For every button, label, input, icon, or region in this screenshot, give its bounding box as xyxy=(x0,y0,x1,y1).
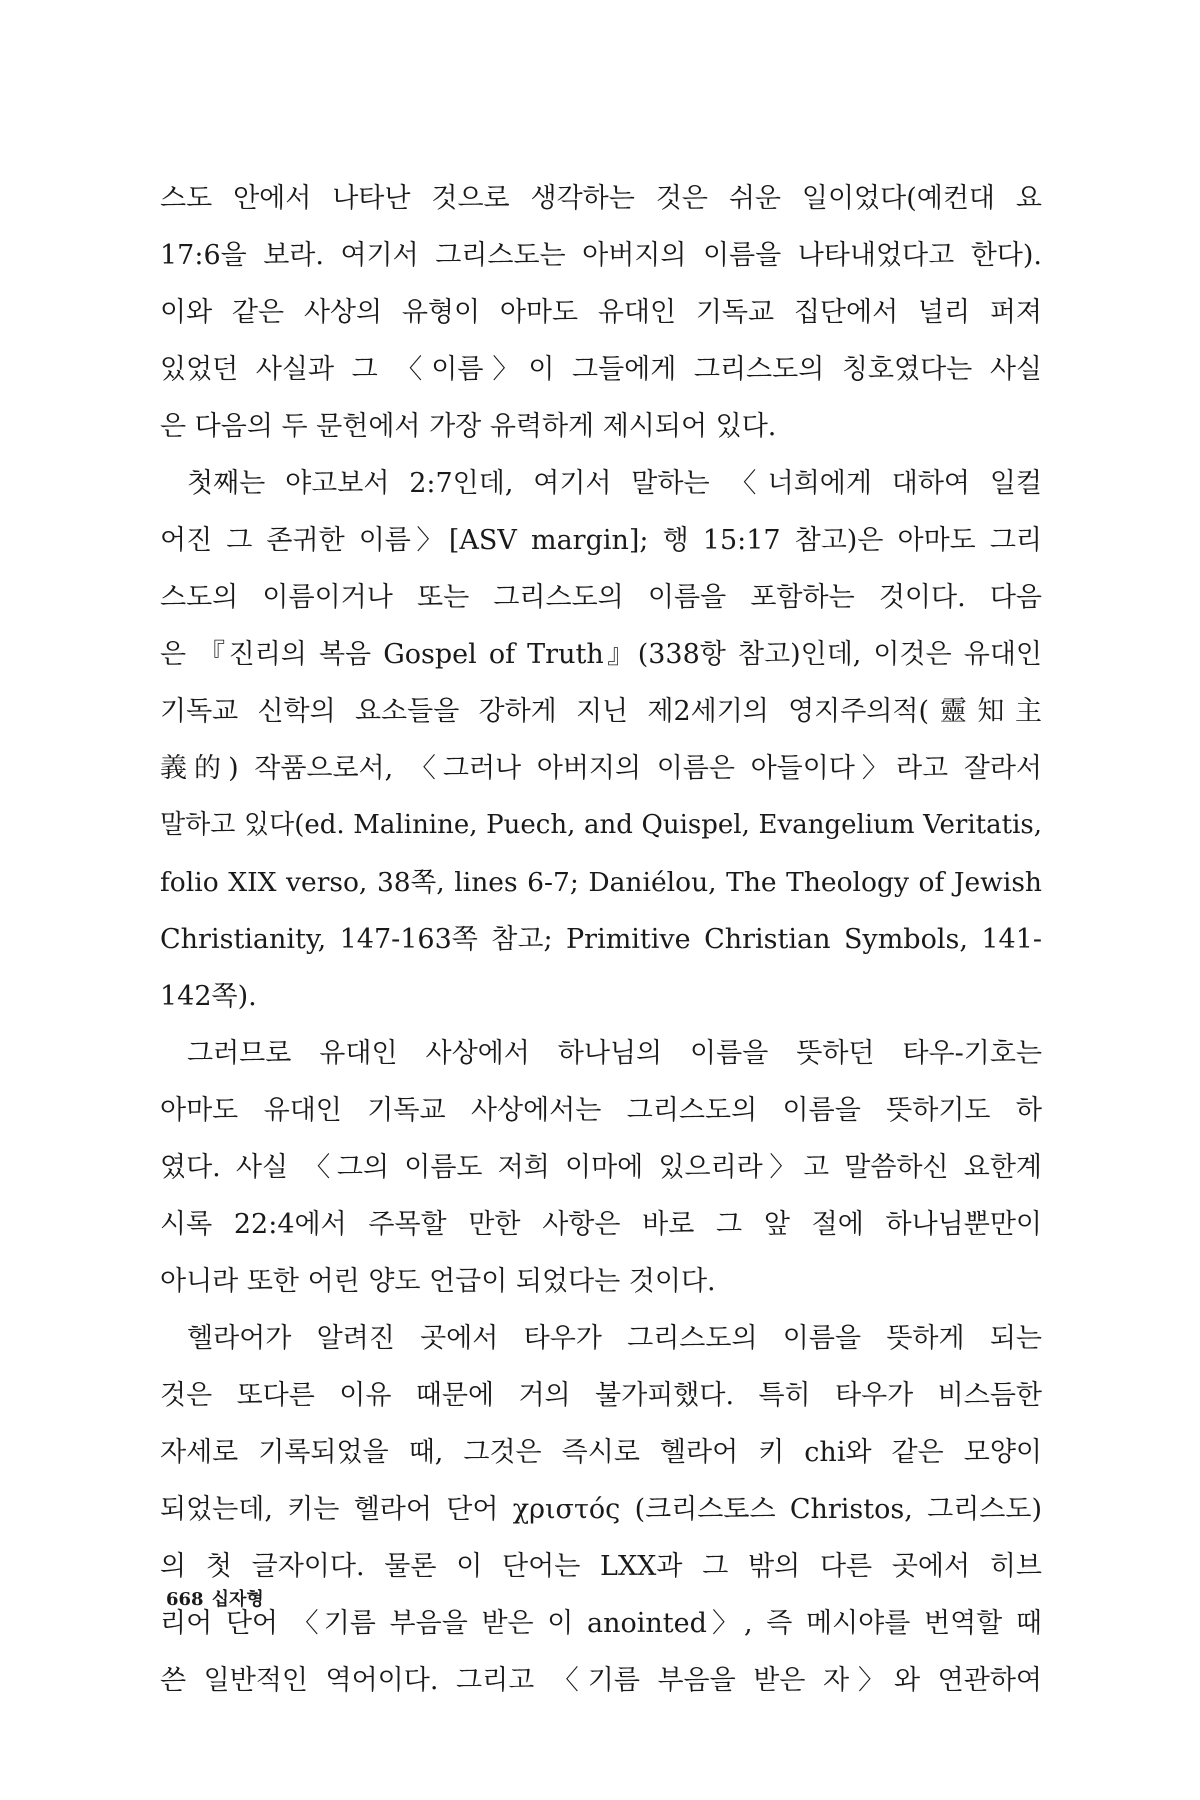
text-line: 시록 22:4에서 주목할 만한 사항은 바로 그 앞 절에 하나님뿐만이 xyxy=(160,1209,1042,1240)
text-line: 리어 단어 〈기름 부음을 받은 이 anointed〉, 즉 메시야를 번역할 때 xyxy=(160,1608,1042,1639)
text-line: 아마도 유대인 기독교 사상에서는 그리스도의 이름을 뜻하기도 하 xyxy=(160,1095,1042,1126)
text-line: 헬라어가 알려진 곳에서 타우가 그리스도의 이름을 뜻하게 되는 xyxy=(187,1323,1042,1354)
text-line: 였다. 사실 〈그의 이름도 저희 이마에 있으리라〉고 말씀하신 요한계 xyxy=(160,1152,1042,1183)
text-line: 기독교 신학의 요소들을 강하게 지닌 제2세기의 영지주의적(靈知主 xyxy=(160,696,1042,727)
text-line: 어진 그 존귀한 이름〉[ASV margin]; 행 15:17 참고)은 아마도 그리 xyxy=(160,525,1042,556)
text-line: 아니라 또한 어린 양도 언급이 되었다는 것이다. xyxy=(160,1266,716,1297)
body-text xyxy=(160,170,1042,1709)
text-line: 17:6을 보라. 여기서 그리스도는 아버지의 이름을 나타내었다고 한다). xyxy=(160,240,1042,271)
text-line: 자세로 기록되었을 때, 그것은 즉시로 헬라어 키 chi와 같은 모양이 xyxy=(160,1437,1042,1468)
text-line: 말하고 있다(ed. Malinine, Puech, and Quispel, Evangelium Veritatis, xyxy=(160,810,1042,840)
text-line: 이와 같은 사상의 유형이 아마도 유대인 기독교 집단에서 널리 퍼져 xyxy=(160,297,1042,328)
text-line: 스도 안에서 나타난 것으로 생각하는 것은 쉬운 일이었다(예컨대 요 xyxy=(160,183,1042,214)
page-number: 668 xyxy=(166,1589,204,1610)
text-line: 되었는데, 키는 헬라어 단어 χριστός (크리스토스 Christos, 그리스도) xyxy=(160,1494,1042,1525)
text-line: 것은 또다른 이유 때문에 거의 불가피했다. 특히 타우가 비스듬한 xyxy=(160,1380,1042,1411)
text-line: 은 다음의 두 문헌에서 가장 유력하게 제시되어 있다. xyxy=(160,411,777,442)
text-line: 있었던 사실과 그 〈이름〉이 그들에게 그리스도의 칭호였다는 사실 xyxy=(160,354,1042,385)
text-line: Christianity, 147-163쪽 참고; Primitive Christian Symbols, 141- xyxy=(160,924,1042,955)
text-line: 쓴 일반적인 역어이다. 그리고 〈기름 부음을 받은 자〉와 연관하여 xyxy=(160,1665,1042,1696)
text-line: 은 『진리의 복음 Gospel of Truth』(338항 참고)인데, 이것은 유대인 xyxy=(160,639,1042,670)
text-line: 스도의 이름이거나 또는 그리스도의 이름을 포함하는 것이다. 다음 xyxy=(160,582,1042,613)
text-line: 의 첫 글자이다. 물론 이 단어는 LXX과 그 밖의 다른 곳에서 히브 xyxy=(160,1551,1042,1582)
page-footer xyxy=(166,1585,272,1611)
text-line: 첫째는 야고보서 2:7인데, 여기서 말하는 〈너희에게 대하여 일컬 xyxy=(187,468,1042,499)
text-line: folio XIX verso, 38쪽, lines 6-7; Daniélou, The Theology of Jewish xyxy=(160,867,1042,898)
text-line: 그러므로 유대인 사상에서 하나님의 이름을 뜻하던 타우-기호는 xyxy=(187,1038,1042,1069)
text-line: 義的) 작품으로서, 〈그러나 아버지의 이름은 아들이다〉라고 잘라서 xyxy=(160,753,1042,784)
text-line: 142쪽). xyxy=(160,981,257,1012)
running-title: 십자형 xyxy=(211,1589,264,1610)
